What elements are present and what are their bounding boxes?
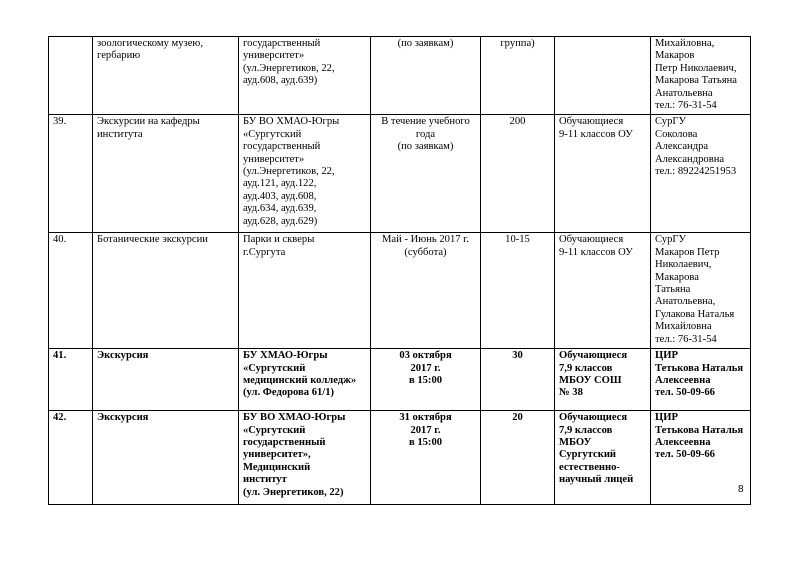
event-audience: Обучающиеся 7,9 классов МБОУ СОШ № 38 [555,349,651,411]
row-number [49,37,93,115]
participant-count: 10-15 [481,233,555,349]
event-audience [555,37,651,115]
participant-count: 200 [481,115,555,233]
event-date: 03 октября 2017 г. в 15:00 [371,349,481,411]
row-number: 42. [49,411,93,505]
event-place: государственный университет» (ул.Энергетиков, 22, ауд.608, ауд.639) [239,37,371,115]
event-name: Экскурсии на кафедры института [93,115,239,233]
event-audience: Обучающиеся 9-11 классов ОУ [555,115,651,233]
table-row [49,115,751,233]
row-number: 39. [49,115,93,233]
row-number: 41. [49,349,93,411]
event-contact: СурГУ Соколова Александра Александровна тел.: 89224251953 [651,115,751,233]
event-name: Экскурсия [93,411,239,505]
event-date: Май - Июнь 2017 г. (суббота) [371,233,481,349]
event-date: 31 октября 2017 г. в 15:00 [371,411,481,505]
participant-count: 20 [481,411,555,505]
event-audience: Обучающиеся 7,9 классов МБОУ Сургутский естественно- научный лицей [555,411,651,505]
event-date: (по заявкам) [371,37,481,115]
event-place: БУ ВО ХМАО-Югры «Сургутский государственный университет» (ул.Энергетиков, 22, ауд.121, ауд.122, ауд.403, ауд.608, ауд.634, ауд.639, ауд.628, ауд.629) [239,115,371,233]
participant-count: 30 [481,349,555,411]
event-date: В течение учебного года (по заявкам) [371,115,481,233]
event-place: БУ ВО ХМАО-Югры «Сургутский государственный университет», Медицинский институт (ул. Энергетиков, 22) [239,411,371,505]
page-number: 8 [738,484,744,495]
row-number: 40. [49,233,93,349]
event-audience: Обучающиеся 9-11 классов ОУ [555,233,651,349]
table-row [49,349,751,411]
event-place: БУ ХМАО-Югры «Сургутский медицинский колледж» (ул. Федорова 61/1) [239,349,371,411]
event-name: Ботанические экскурсии [93,233,239,349]
table-row [49,233,751,349]
event-contact: Михайловна, Макаров Петр Николаевич, Макарова Татьяна Анатольевна тел.: 76-31-54 [651,37,751,115]
events-table [48,36,751,505]
event-name: зоологическому музею, гербарию [93,37,239,115]
table-row [49,411,751,505]
event-contact: ЦИР Тетькова Наталья Алексеевна тел. 50-09-66 [651,411,751,505]
table-row [49,37,751,115]
event-place: Парки и скверы г.Сургута [239,233,371,349]
event-contact: ЦИР Тетькова Наталья Алексеевна тел. 50-09-66 [651,349,751,411]
event-contact: СурГУ Макаров Петр Николаевич, Макарова Татьяна Анатольевна, Гулакова Наталья Михайловна тел.: 76-31-54 [651,233,751,349]
event-name: Экскурсия [93,349,239,411]
participant-count: группа) [481,37,555,115]
